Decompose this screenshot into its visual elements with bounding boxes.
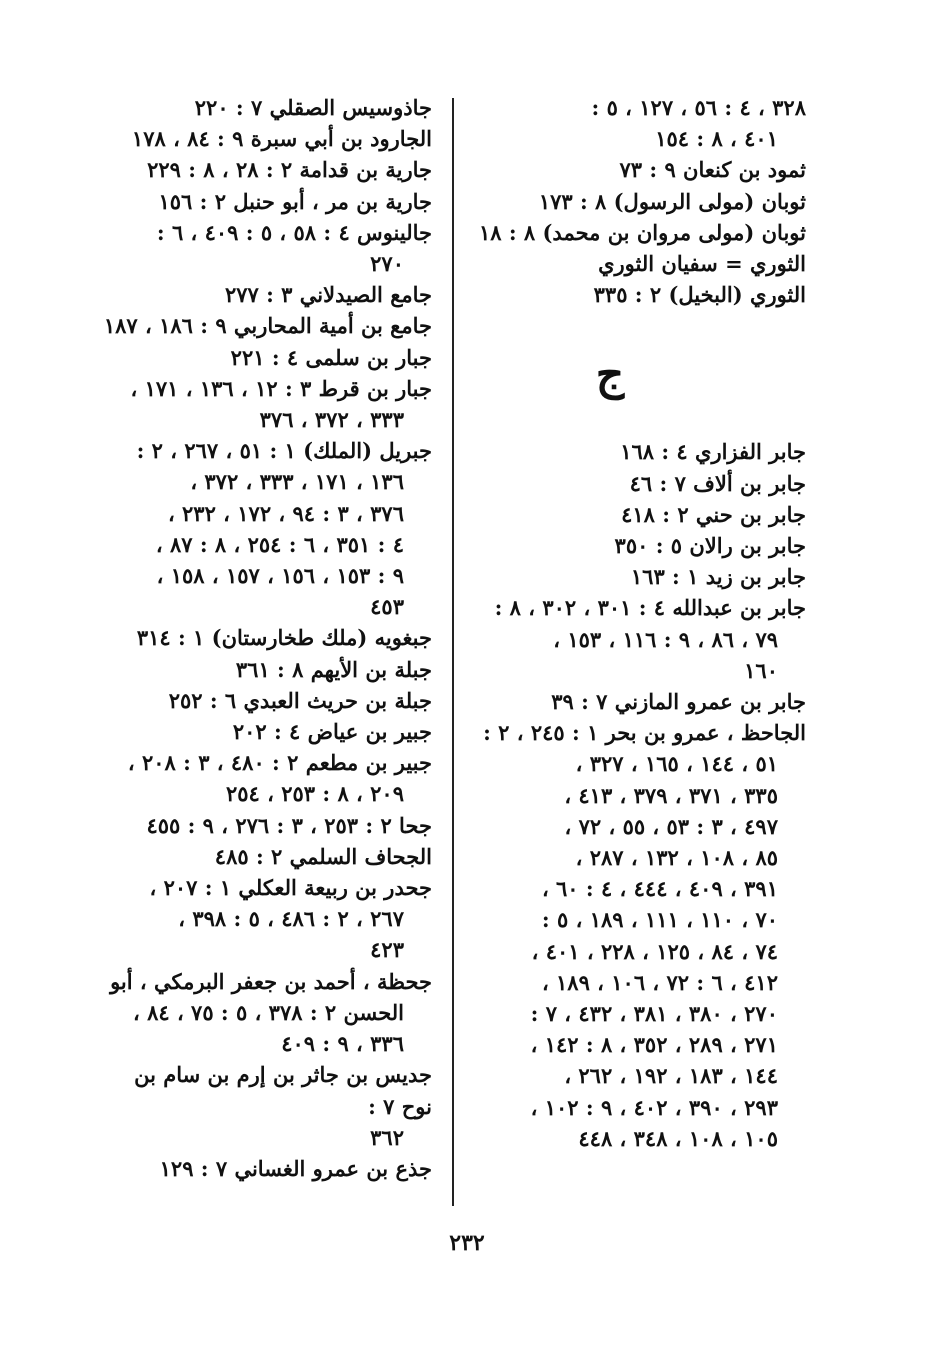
index-entry: جابر الفزاري ٤ : ١٦٨ bbox=[620, 439, 806, 465]
index-entry: جابر بن زيد ١ : ١٦٣ bbox=[630, 564, 806, 590]
index-entry-continuation: ٣٧٦ ، ٣ : ٩٤ ، ١٧٢ ، ٢٣٢ ، bbox=[167, 500, 404, 526]
index-entry: جاذوسيس الصقلي ٧ : ٢٢٠ bbox=[194, 95, 432, 120]
index-entry-continuation: ٤١٢ ، ٦ : ٧٢ ، ١٠٦ ، ١٨٩ ، bbox=[541, 969, 778, 995]
index-entry-continuation: ٨٥ ، ١٠٨ ، ١٣٢ ، ٢٨٧ ، bbox=[575, 845, 778, 871]
index-entry-continuation: ٢٦٧ ، ٢ : ٤٨٦ ، ٥ : ٣٩٨ ، bbox=[178, 906, 404, 932]
index-entry: جذع بن عمرو الغساني ٧ : ١٢٩ bbox=[159, 1155, 432, 1181]
index-entry: جبريل (الملك) ١ : ٥١ ، ٢٦٧ ، ٢ : bbox=[136, 438, 432, 464]
index-entry: جارية بن مر ، أبو حنبل ٢ : ١٥٦ bbox=[158, 188, 432, 214]
index-entry: جبير بن مطعم ٢ : ٤٨٠ ، ٣ : ٢٠٨ ، bbox=[127, 750, 432, 776]
index-entry-continuation: ٧٠ ، ١١٠ ، ١١١ ، ١٨٩ ، ٥ : bbox=[541, 907, 778, 933]
index-column-left bbox=[102, 92, 432, 1184]
index-entry-continuation: ٧٤ ، ٨٤ ، ١٢٥ ، ٢٢٨ ، ٤٠١ ، bbox=[531, 938, 778, 964]
index-entry-continuation: ٣٣٣ ، ٣٧٢ ، ٣٧٦ bbox=[259, 407, 404, 433]
index-entry-continuation: ١٤٤ ، ١٨٣ ، ١٩٢ ، ٢٦٢ ، bbox=[564, 1063, 778, 1089]
index-entry: جحدر بن ربيعة العكلي ١ : ٢٠٧ ، bbox=[149, 875, 432, 901]
index-entry-continuation: ٤٠١ ، ٨ : ١٥٤ bbox=[655, 126, 778, 152]
index-entry-continuation: ٣٣٦ ، ٩ : ٤٠٩ bbox=[281, 1031, 404, 1057]
index-entry-continuation: ٩ : ١٥٣ ، ١٥٦ ، ١٥٧ ، ١٥٨ ، bbox=[156, 563, 404, 589]
index-entry: جبير بن عياض ٤ : ٢٠٢ bbox=[232, 719, 432, 745]
index-entry: جحا ٢ : ٢٥٣ ، ٣ : ٢٧٦ ، ٩ : ٤٥٥ bbox=[146, 812, 432, 838]
index-entry: جديس بن جاثر بن إرم بن سام بن نوح ٧ : bbox=[134, 1062, 432, 1119]
index-entry-continuation: ٤٥٣ bbox=[370, 594, 404, 620]
index-entry: الجاحظ ، عمرو بن بحر ١ : ٢٤٥ ، ٢ : bbox=[483, 720, 806, 746]
index-entry: جارية بن قدامة ٢ : ٢٨ ، ٨ : ٢٢٩ bbox=[147, 157, 432, 183]
index-entry: جحظة ، أحمد بن جعفر البرمكي ، أبو bbox=[110, 968, 432, 994]
index-entry-continuation: ٤ : ٣٥١ ، ٦ : ٢٥٤ ، ٨ : ٨٧ ، bbox=[155, 531, 404, 557]
index-entry-continuation: ٤٢٣ bbox=[370, 937, 404, 963]
column-divider bbox=[452, 98, 454, 1206]
index-entry: جابر بن حني ٢ : ٤١٨ bbox=[621, 501, 806, 527]
index-entry-continuation: ٢٧١ ، ٢٨٩ ، ٣٥٢ ، ٨ : ١٤٢ ، bbox=[530, 1032, 778, 1058]
index-entry-continuation: ٢٧٠ bbox=[370, 251, 404, 277]
index-entry-continuation: الحسن ٢ : ٣٧٨ ، ٥ : ٧٥ ، ٨٤ ، bbox=[132, 999, 404, 1025]
index-entry: الجحاف السلمي ٢ : ٤٨٥ bbox=[214, 843, 432, 869]
right-entries-before-letter bbox=[454, 92, 806, 310]
right-entries-after-letter bbox=[454, 436, 806, 1154]
index-entry: جابر بن ألاف ٧ : ٤٦ bbox=[629, 470, 806, 496]
index-entry-continuation: ٣٣٥ ، ٣٧١ ، ٣٧٩ ، ٤١٣ ، bbox=[564, 782, 778, 808]
index-entry-continuation: ١٣٦ ، ١٧١ ، ٣٣٣ ، ٣٧٢ ، bbox=[190, 469, 404, 495]
index-entry: جبار بن سلمى ٤ : ٢٢١ bbox=[230, 344, 432, 370]
index-entry-continuation: ٥١ ، ١٤٤ ، ١٦٥ ، ٣٢٧ ، bbox=[575, 751, 778, 777]
index-column-right bbox=[454, 92, 806, 1154]
index-entry: الثوري = سفيان الثوري bbox=[598, 251, 806, 277]
index-entry-continuation: ٢٩٣ ، ٣٩٠ ، ٤٠٢ ، ٩ : ١٠٢ ، bbox=[530, 1094, 778, 1120]
index-entry: ثمود بن كنعان ٩ : ٧٣ bbox=[619, 157, 806, 183]
section-letter-jim: ج bbox=[595, 349, 625, 401]
index-entry-continuation: ١٦٠ bbox=[744, 657, 778, 683]
index-entry-continuation: ٣٩١ ، ٤٠٩ ، ٤٤٤ ، ٤ : ٦٠ ، bbox=[541, 876, 778, 902]
index-entry: ثوبان (مولى الرسول) ٨ : ١٧٣ bbox=[538, 188, 806, 214]
index-entry: جبلة بن الأيهم ٨ : ٣٦١ bbox=[235, 656, 432, 682]
index-entry: جامع بن أمية المحاربي ٩ : ١٨٦ ، ١٨٧ bbox=[103, 313, 432, 339]
index-entry: جبلة بن حريث العبدي ٦ : ٢٥٢ bbox=[168, 687, 432, 713]
index-entry-continuation: ٣٦٢ bbox=[370, 1124, 404, 1150]
index-entry: جبار بن قرط ٣ : ١٢ ، ١٣٦ ، ١٧١ ، bbox=[130, 375, 432, 401]
index-entry: جبغويه (ملك طخارستان) ١ : ٣١٤ bbox=[136, 625, 432, 651]
index-entry: ثوبان (مولى مروان بن محمد) ٨ : ١٨ bbox=[478, 219, 806, 245]
index-entry-continuation: ٢٠٩ ، ٨ : ٢٥٣ ، ٢٥٤ bbox=[226, 781, 404, 807]
index-entry: ٣٢٨ ، ٤ : ٥٦ ، ١٢٧ ، ٥ : bbox=[591, 95, 806, 120]
index-entry-continuation: ٤٩٧ ، ٣ : ٥٣ ، ٥٥ ، ٧٢ ، bbox=[564, 813, 778, 839]
index-entry: الجارود بن أبي سبرة ٩ : ٨٤ ، ١٧٨ bbox=[131, 126, 432, 152]
index-entry-continuation: ٢٧٠ ، ٣٨٠ ، ٣٨١ ، ٤٣٢ ، ٧ : bbox=[530, 1001, 778, 1027]
page-number: ٢٣٢ bbox=[449, 1230, 485, 1256]
index-entry: جابر بن رالان ٥ : ٣٥٠ bbox=[614, 533, 806, 559]
index-entry: جامع الصيدلاني ٣ : ٢٧٧ bbox=[224, 282, 432, 308]
index-entry: جابر بن عمرو المازني ٧ : ٣٩ bbox=[551, 689, 806, 715]
index-entry: جالينوس ٤ : ٥٨ ، ٥ : ٤٠٩ ، ٦ : bbox=[156, 219, 432, 245]
index-entry-continuation: ١٠٥ ، ١٠٨ ، ٣٤٨ ، ٤٤٨ bbox=[578, 1125, 778, 1151]
index-entry-continuation: ٧٩ ، ٨٦ ، ٩ : ١١٦ ، ١٥٣ ، bbox=[553, 626, 778, 652]
index-entry: جابر بن عبدالله ٤ : ٣٠١ ، ٣٠٢ ، ٨ : bbox=[494, 595, 806, 621]
index-entry: الثوري (البخيل) ٢ : ٣٣٥ bbox=[593, 282, 806, 308]
